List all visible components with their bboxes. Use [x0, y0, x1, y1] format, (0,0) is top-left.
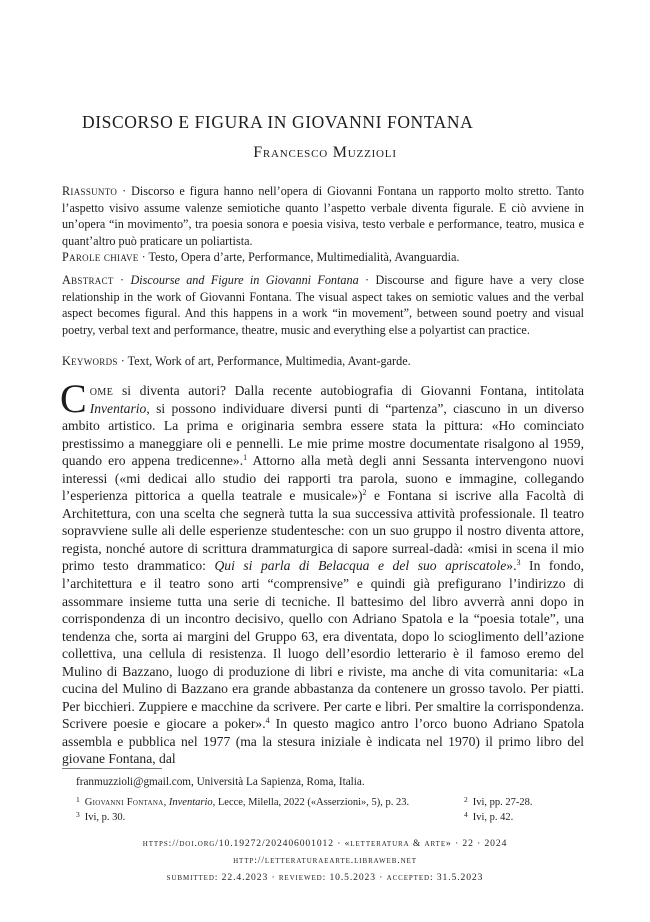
- footnote-1-author: Giovanni Fontana: [84, 797, 164, 808]
- body-em-belacqua: Qui si parla di Belacqua e del suo apriscatole: [214, 558, 507, 574]
- footnote-4-number: 4: [464, 810, 468, 819]
- footnote-ref-3[interactable]: 3: [516, 558, 521, 568]
- body-text-4: e Fontana si iscrive alla Facoltà di Architettura, con una scelta che segnerà tutta la sua successiva attività professionale. Il teatro sopravviene sulle ali delle esperienze studentesche: con un suo gruppo il nostro diventa attore, regista, nonché autore di scrittura drammaturgica di sapore surreal-dadà: «misi in scena il mio primo testo drammatico:: [62, 488, 584, 574]
- footnote-1-number: 1: [76, 795, 80, 804]
- body-em-inventario: Inventario: [89, 400, 147, 416]
- keywords-label: Keywords: [62, 354, 118, 368]
- article-title: DISCORSO E FIGURA IN GIOVANNI FONTANA: [82, 112, 474, 132]
- footnote-3-number: 3: [76, 810, 80, 819]
- footnote-2-text: Ivi, pp. 27-28.: [472, 797, 533, 808]
- body-text-2: , si possono individuare diversi punti di “partenza”, ciascuno in un diverso ambito artistico. La prima e originaria sembra essere stata la pittura: «Ho cominciato prestissimo a maneggiare oli e pennelli. Le mie prime mostre documentate risalgono al 1959, quando ero appena tredicenne».: [62, 400, 584, 469]
- abstract-text: Discourse and figure have a very close relationship in the work of Giovanni Fontana. The visual aspect takes on semiotic values and the verbal aspect becomes figural. And this happens in a work “in movement”, between sound poetry and visual poetry, verbal text and performance, theatre, music and everything else a polyartist can practice.: [62, 273, 584, 337]
- abstract-sep: ·: [113, 273, 131, 287]
- abstract-block: [62, 272, 584, 338]
- footnote-4: [464, 810, 513, 823]
- keywords-text: Text, Work of art, Performance, Multimedia, Avant-garde.: [127, 354, 411, 368]
- footnote-ref-4[interactable]: 4: [265, 716, 270, 726]
- footnote-2: [464, 795, 533, 808]
- doi-line[interactable]: https://doi.org/10.19272/202406001012 · «letteratura & arte» · 22 · 2024: [142, 838, 508, 849]
- abstract-sep2: ·: [358, 273, 376, 287]
- keywords-sep: ·: [117, 354, 128, 368]
- riassunto-sep: ·: [117, 184, 132, 198]
- footnote-3: [76, 810, 125, 823]
- riassunto-label: Riassunto: [62, 184, 118, 198]
- parole-chiave-text: Testo, Opera d’arte, Performance, Multimedialità, Avanguardia.: [148, 250, 460, 264]
- body-text-6: In fondo, l’architettura e il teatro sono arti “comprensive” e quindi già prefigurano l’indirizzo di assommare insieme tutta una serie di tecniche. Il battesimo del libro avverrà anni dopo in corrispondenza di un incontro decisivo, quello con Adriano Spatola e la “poesia totale”, una tendenza che, sorta ai margini del Gruppo 63, era diventata, dopo lo scioglimento dell’azione collettiva, una cellula di resistenza. Il luogo dell’esordio letterario è il famoso eremo del Mulino di Bazzano, luogo di produzione di libri e riviste, ma anche di vita comunitaria: «La cucina del Mulino di Bazzano era grande abbastanza da contenere un grosso tavolo. Per piatti. Per bicchieri. Zuppiere e macchine da scrivere. Per carte e libri. Per smaltire la corrispondenza. Scrivere poesie e giocare a poker».: [62, 558, 585, 732]
- article-author: Francesco Muzzioli: [253, 144, 397, 161]
- footnote-4-text: Ivi, p. 42.: [472, 812, 514, 823]
- author-affiliation: franmuzzioli@gmail.com, Università La Sapienza, Roma, Italia.: [76, 776, 365, 788]
- footnote-3-text: Ivi, p. 30.: [84, 812, 126, 823]
- drop-cap: C: [60, 376, 87, 421]
- footnote-1-rest: , Lecce, Milella, 2022 («Asserzioni», 5), p. 23.: [212, 797, 410, 808]
- abstract-label: Abstract: [62, 273, 114, 287]
- parole-chiave-block: [62, 249, 584, 266]
- body-lead: ome: [89, 383, 114, 398]
- parole-chiave-label: Parole chiave: [62, 250, 139, 264]
- keywords-block: [62, 353, 584, 370]
- journal-url[interactable]: http://letteraturaearte.libraweb.net: [233, 855, 417, 866]
- body-text-1: si diventa autori? Dalla recente autobiografia di Giovanni Fontana, intitolata: [113, 383, 584, 398]
- riassunto-text: Discorso e figura hanno nell’opera di Giovanni Fontana un rapporto molto stretto. Tanto l’aspetto visivo assume valenze semiotiche quanto l’aspetto verbale diventa figurale. E ciò avviene in un’opera “in movimento”, tra poesia sonora e poesia visiva, testo verbale e performance, teatro, musica e quant’altro può praticare un poliartista.: [62, 184, 585, 248]
- riassunto-block: [62, 183, 584, 249]
- footnote-2-number: 2: [464, 795, 468, 804]
- abstract-title: Discourse and Figure in Giovanni Fontana: [130, 273, 359, 287]
- body-text-7: In questo magico antro l’orco buono Adriano Spatola assembla e pubblica nel 1977 (ma la stesura iniziale è indicata nel 1970) il primo libro del giovane Fontana, dal: [62, 716, 584, 767]
- submission-dates: submitted: 22.4.2023 · reviewed: 10.5.2023 · accepted: 31.5.2023: [166, 872, 484, 883]
- body-paragraph: [60, 376, 585, 768]
- footnote-1-title: Inventario: [168, 797, 213, 808]
- footnote-1-sep: ,: [163, 797, 169, 808]
- body-text-3: Attorno alla metà degli anni Sessanta intervengono nuovi interessi («mi dedicai allo studio dei rapporti tra parola, suono e immagine, collegando l’esperienza pittorica a quella teatrale e musicale»): [62, 453, 584, 504]
- footnote-ref-2[interactable]: 2: [362, 488, 367, 498]
- footnote-ref-1[interactable]: 1: [243, 453, 248, 463]
- footnote-1: [76, 795, 409, 808]
- footnote-divider: [62, 768, 162, 769]
- parole-chiave-sep: ·: [138, 250, 149, 264]
- body-text-5: ».: [506, 558, 517, 574]
